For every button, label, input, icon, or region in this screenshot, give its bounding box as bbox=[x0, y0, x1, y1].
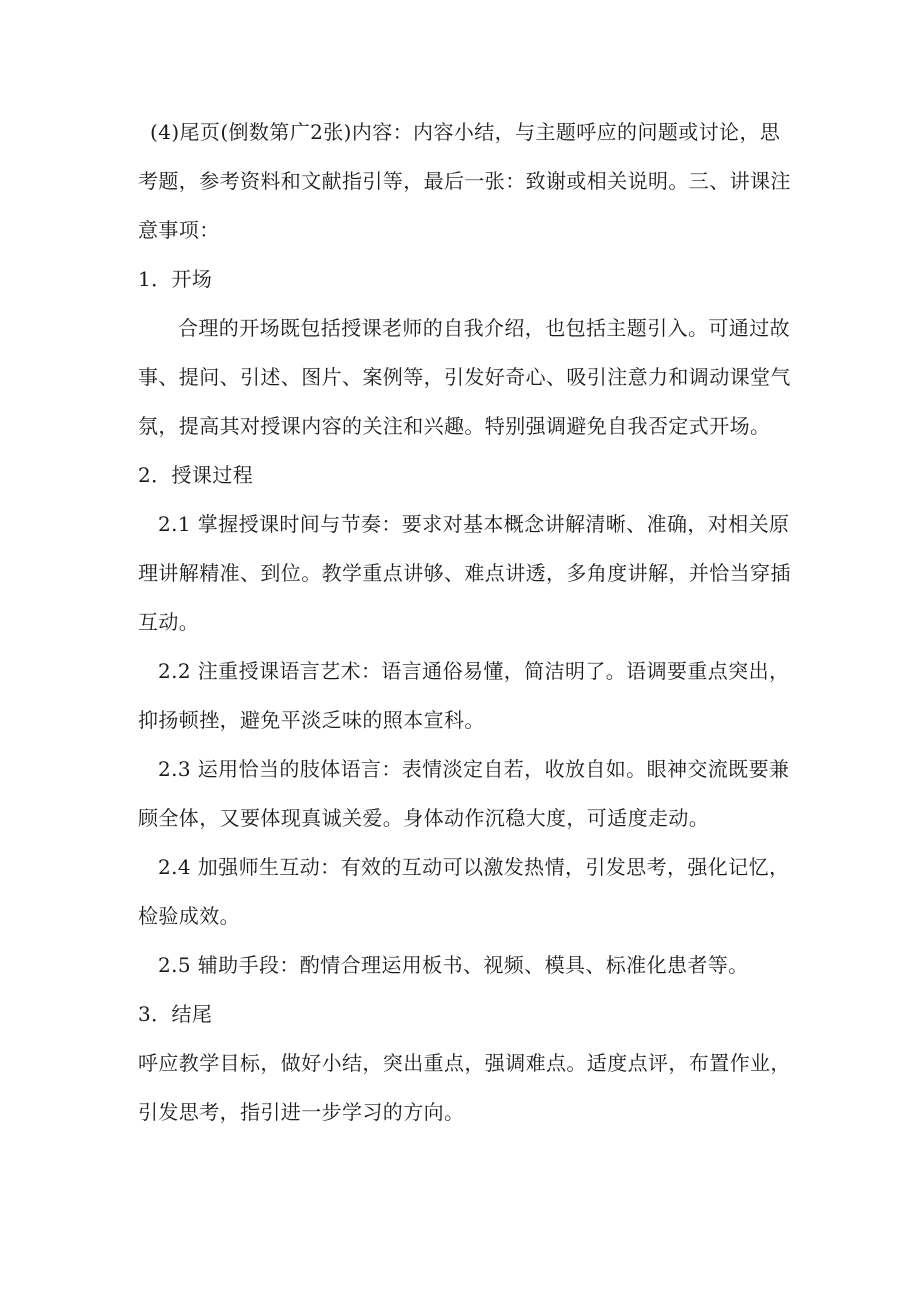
paragraph-line: 抑扬顿挫，避免平淡乏味的照本宣科。 bbox=[138, 708, 485, 732]
subsection-line: 2.1 掌握授课时间与节奏：要求对基本概念讲解清晰、准确，对相关原 bbox=[158, 512, 790, 536]
paragraph-line: 意事项： bbox=[138, 218, 220, 242]
paragraph-line: 互动。 bbox=[138, 610, 200, 634]
subsection-line: 2.4 加强师生互动：有效的互动可以激发热情，引发思考，强化记忆， bbox=[158, 855, 790, 879]
section-heading: 3．结尾 bbox=[138, 1002, 213, 1026]
paragraph-line: (4)尾页(倒数第广2张)内容：内容小结，与主题呼应的问题或讨论，思 bbox=[150, 120, 781, 144]
subsection-line: 2.3 运用恰当的肢体语言：表情淡定自若，收放自如。眼神交流既要兼 bbox=[158, 757, 790, 781]
paragraph-line: 呼应教学目标，做好小结，突出重点，强调难点。适度点评，布置作业， bbox=[138, 1051, 791, 1075]
section-heading: 1．开场 bbox=[138, 267, 213, 291]
paragraph-line: 考题，参考资料和文献指引等，最后一张：致谢或相关说明。三、讲课注 bbox=[138, 169, 791, 193]
paragraph-line: 事、提问、引述、图片、案例等，引发好奇心、吸引注意力和调动课堂气 bbox=[138, 365, 791, 389]
subsection-line: 2.5 辅助手段：酌情合理运用板书、视频、模具、标准化患者等。 bbox=[158, 953, 749, 977]
section-heading: 2．授课过程 bbox=[138, 463, 254, 487]
paragraph-line: 引发思考，指引进一步学习的方向。 bbox=[138, 1100, 465, 1124]
paragraph-line: 合理的开场既包括授课老师的自我介绍，也包括主题引入。可通过故 bbox=[178, 316, 790, 340]
subsection-line: 2.2 注重授课语言艺术：语言通俗易懂，简洁明了。语调要重点突出， bbox=[158, 659, 790, 683]
paragraph-line: 顾全体，又要体现真诚关爱。身体动作沉稳大度，可适度走动。 bbox=[138, 806, 710, 830]
paragraph-line: 氛，提高其对授课内容的关注和兴趣。特别强调避免自我否定式开场。 bbox=[138, 414, 771, 438]
paragraph-line: 检验成效。 bbox=[138, 904, 240, 928]
paragraph-line: 理讲解精准、到位。教学重点讲够、难点讲透，多角度讲解，并恰当穿插 bbox=[138, 561, 791, 585]
